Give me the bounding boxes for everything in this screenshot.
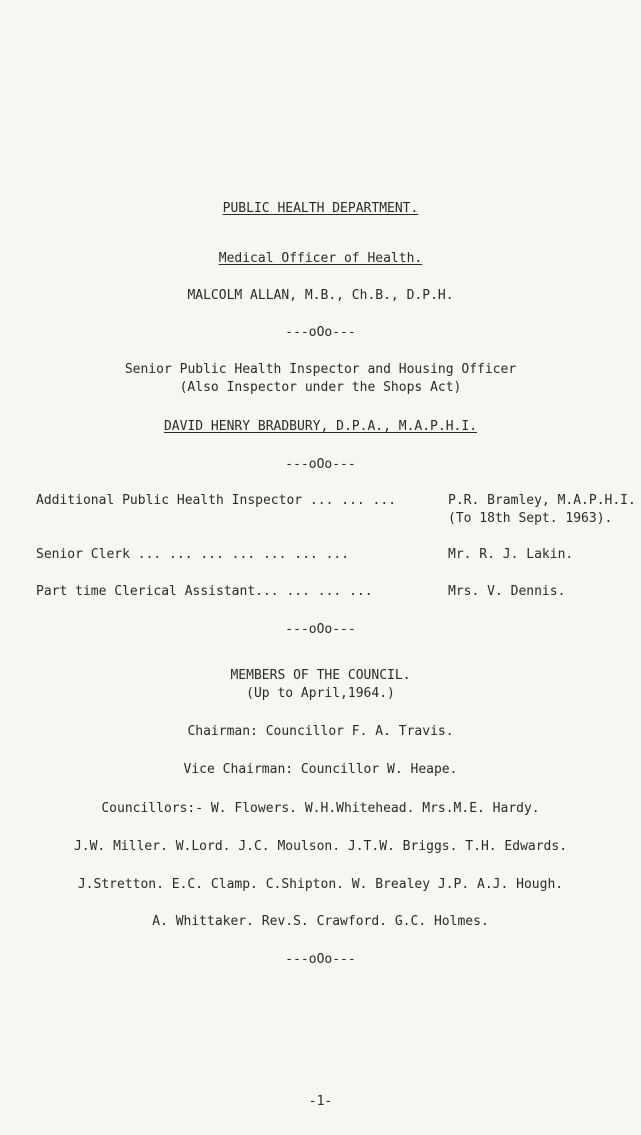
councillors-line: J.Stretton. E.C. Clamp. C.Shipton. W. Brealey J.P. A.J. Hough. — [77, 877, 564, 892]
staff-note: (To 18th Sept. 1963). — [448, 511, 613, 526]
senior-inspector-note: (Also Inspector under the Shops Act) — [179, 380, 462, 395]
staff-title: Additional Public Health Inspector ... ... ... — [36, 493, 397, 508]
page-number: -1- — [308, 1094, 333, 1109]
separator: ---oOo--- — [285, 622, 356, 637]
page-heading: PUBLIC HEALTH DEPARTMENT. — [222, 201, 419, 216]
senior-inspector-label: Senior Public Health Inspector and Housing Officer — [124, 362, 517, 377]
staff-title: Part time Clerical Assistant... ... ... ... — [36, 584, 373, 599]
staff-title: Senior Clerk ... ... ... ... ... ... ... — [36, 547, 350, 562]
councillors-line: J.W. Miller. W.Lord. J.C. Moulson. J.T.W. Briggs. T.H. Edwards. — [73, 839, 568, 854]
senior-inspector-name: DAVID HENRY BRADBURY, D.P.A., M.A.P.H.I. — [163, 419, 478, 434]
separator: ---oOo--- — [285, 457, 356, 472]
staff-name: Mr. R. J. Lakin. — [448, 547, 574, 562]
staff-name: Mrs. V. Dennis. — [448, 584, 566, 599]
council-heading: MEMBERS OF THE COUNCIL. — [230, 668, 411, 683]
staff-name: P.R. Bramley, M.A.P.H.I. — [448, 493, 636, 508]
separator: ---oOo--- — [285, 952, 356, 967]
separator: ---oOo--- — [285, 325, 356, 340]
chairman: Chairman: Councillor F. A. Travis. — [187, 724, 454, 739]
medical-officer-name: MALCOLM ALLAN, M.B., Ch.B., D.P.H. — [187, 288, 454, 303]
medical-officer-label: Medical Officer of Health. — [218, 251, 423, 266]
councillors-line: Councillors:- W. Flowers. W.H.Whitehead. Mrs.M.E. Hardy. — [101, 801, 540, 816]
vice-chairman: Vice Chairman: Councillor W. Heape. — [183, 762, 458, 777]
council-period: (Up to April,1964.) — [246, 686, 395, 701]
councillors-line: A. Whittaker. Rev.S. Crawford. G.C. Holmes. — [152, 914, 489, 929]
